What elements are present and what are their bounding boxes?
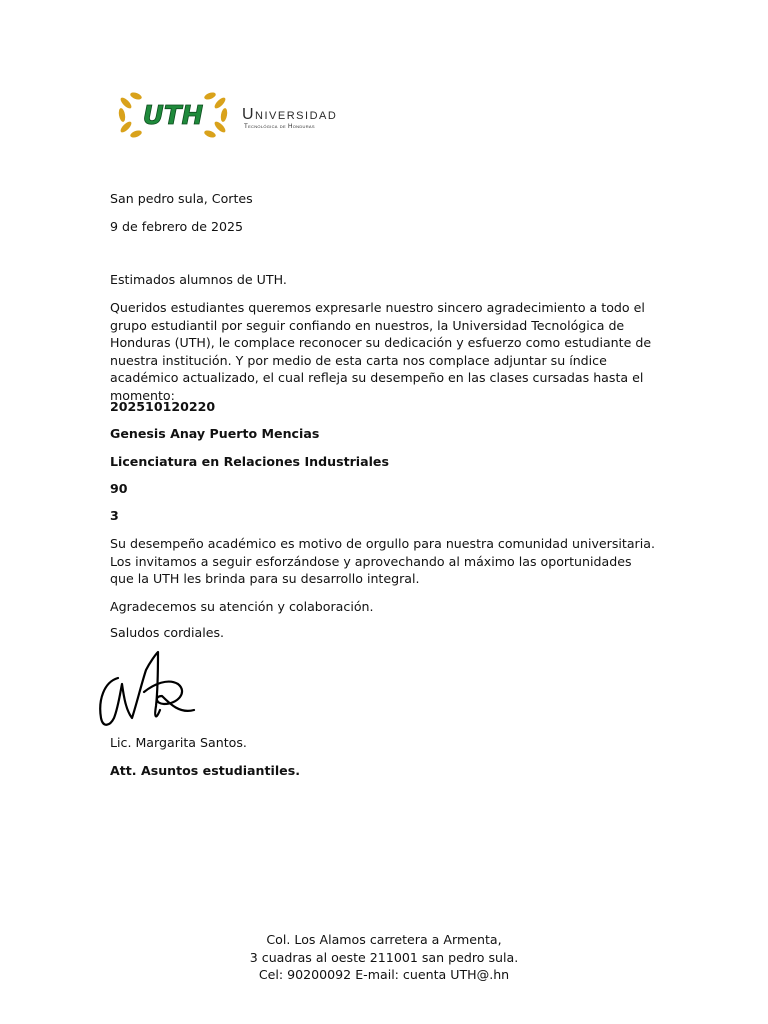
logo-subtitle: Tecnológica de Honduras	[244, 123, 315, 130]
footer-line-3: Cel: 90200092 E-mail: cuenta UTH@.hn	[258, 967, 510, 982]
letter-intro: Queridos estudiantes queremos expresarle nuestro sincero agradecimiento a todo el grupo estudiantil por seguir confiando en nuestros, la Universidad Tecnológica de Honduras (UTH), le complace reconocer su dedicación y esfuerzo como estudiante de nuestra institución. Y por medio de esta carta nos complace adjuntar su índice académico actualizado, el cual refleja su desempeño en las clases cursadas hasta el momento:	[110, 300, 652, 403]
student-name: Genesis Anay Puerto Mencias	[110, 426, 320, 441]
laurel-right-icon	[203, 91, 228, 139]
student-id: 202510120220	[110, 399, 216, 414]
uth-logo	[112, 88, 362, 142]
letter-thanks: Agradecemos su atención y colaboración.	[110, 599, 374, 614]
footer-line-1: Col. Los Alamos carretera a Armenta,	[266, 932, 502, 947]
laurel-left-icon	[118, 91, 143, 139]
letter-regards: Saludos cordiales.	[110, 625, 225, 640]
student-career: Licenciatura en Relaciones Industriales	[110, 454, 389, 469]
academic-index: 90	[110, 481, 128, 496]
academic-period: 3	[110, 508, 119, 523]
footer-address	[0, 931, 768, 984]
logo-name: Universidad	[242, 106, 338, 123]
footer-line-2: 3 cuadras al oeste 211001 san pedro sula.	[249, 949, 519, 965]
signer-name: Lic. Margarita Santos.	[110, 735, 247, 750]
letter-greeting: Estimados alumnos de UTH.	[110, 272, 287, 287]
letter-place: San pedro sula, Cortes	[110, 191, 253, 206]
signature	[96, 648, 201, 732]
signer-department: Att. Asuntos estudiantiles.	[110, 763, 300, 778]
letter-closing-paragraph: Su desempeño académico es motivo de orgullo para nuestra comunidad universitaria. Los invitamos a seguir esforzándose y aprovechando al máximo las oportunidades que la UTH les brinda para su desarrollo integral.	[110, 536, 655, 586]
letter-date: 9 de febrero de 2025	[110, 219, 243, 234]
logo-mark: UTH	[142, 101, 204, 131]
